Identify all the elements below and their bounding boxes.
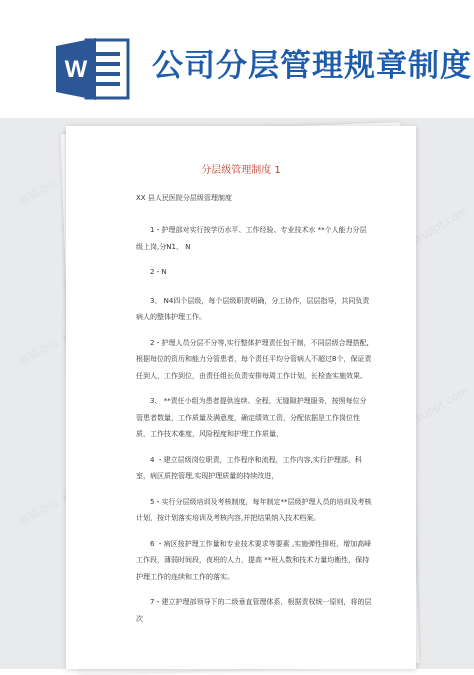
paragraph: 6 ・病区按护理工作量和专业技术要求等要素 ,实施弹性排班，增加高峰工作段，薄弱时间段，夜班的人力，提高 **班人数和技术力量均衡性，保持护理工作的连续和工作的落实。 bbox=[136, 539, 372, 581]
paragraph: 1・护理部对实行按学历水平、工作经验、专业技术水 **个人能力分层级上岗,分N1、 N bbox=[136, 226, 367, 251]
document-body bbox=[136, 222, 372, 627]
paragraph: 3、 N4四个层级，每个层级职责明确，分工协作，层层指导，共同负责病人的整体护理工作。 bbox=[136, 296, 370, 321]
paragraph: 3、 **责任小组为患者提供连续、全程，无缝隙护理服务，按照每位分管患者数量，工作质量及满意度，确定绩效工资，分配依据是工作岗位性质，工作技术难度，风险程度和护理工作质量， bbox=[136, 397, 367, 438]
header-banner bbox=[0, 0, 474, 118]
watermark: 熊猫办公 bbox=[16, 495, 62, 529]
banner-title: 公司分层管理规章制度 bbox=[152, 48, 472, 84]
paragraph: 4 ・建立层级岗位职责，工作程序和流程，工作内容,实行护理部，科室，病区质控管理,实现护理质量的持续改进， bbox=[136, 455, 362, 480]
watermark: www.tukuppt.com bbox=[377, 204, 471, 265]
paragraph: 2・护理人员分层不分等,实行整体护理责任包干制，不同层级合理搭配,根据每位的资历和能力分管患者，每个责任平均分管病人不超过8个，保证责任到人，工作到位，由责任组长负责安排每周工作计划，长检查实施效果。 bbox=[136, 338, 372, 380]
watermark: www.tukuppt.com bbox=[377, 384, 471, 445]
document-title: 分层级管理制度 1 bbox=[201, 165, 281, 176]
paragraph: 2・N bbox=[150, 268, 167, 276]
paragraph: 5・实行分层级培训及考核制度，每年制定**层级护理人员的培训及考核计划，按计划落实培训及考核内容,并把结果纳入技术档案。 bbox=[136, 497, 372, 522]
watermark: 熊猫办公 bbox=[16, 175, 62, 209]
document-subtitle: XX 县人民医院分层级管理制度 bbox=[136, 194, 232, 202]
document-page bbox=[66, 126, 416, 669]
watermark: 熊猫办公 bbox=[16, 335, 62, 369]
paragraph: 7・建立护理部领导下的二级垂直管理体系，根据责权统一原则，将的层次 bbox=[136, 598, 372, 623]
svg-text:W: W bbox=[64, 56, 88, 83]
word-document-icon bbox=[52, 36, 138, 102]
